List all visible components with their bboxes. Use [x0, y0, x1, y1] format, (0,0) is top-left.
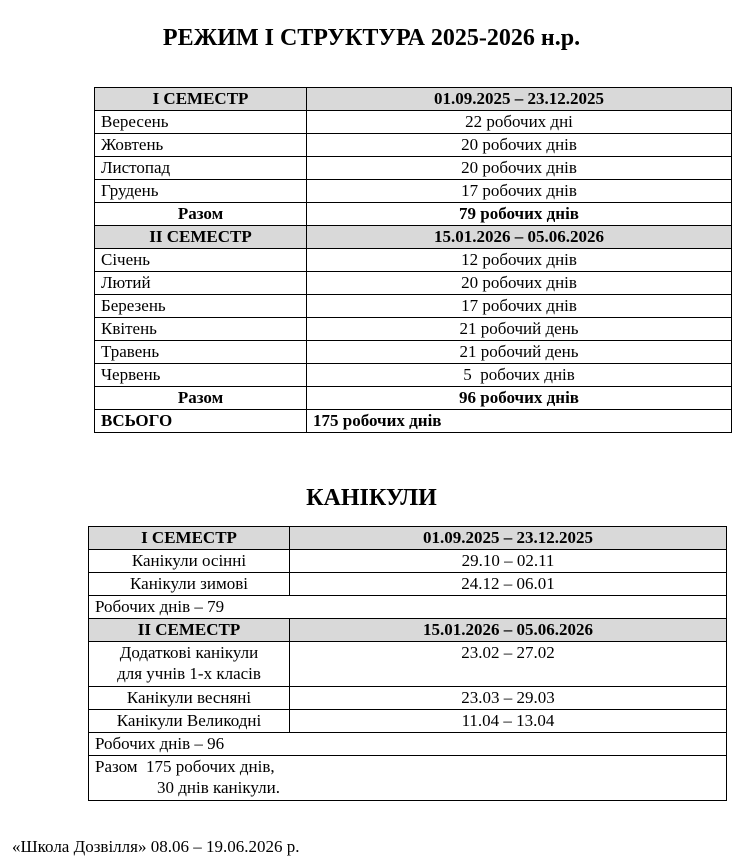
vacation-dates: 11.04 – 13.04 — [290, 710, 727, 733]
table-row — [89, 687, 727, 710]
vacation-dates: 23.02 – 27.02 — [290, 642, 727, 687]
semester-1-workdays: Робочих днів – 79 — [89, 596, 727, 619]
table-row — [89, 573, 727, 596]
table-row — [89, 642, 727, 687]
month-workdays: 5 робочих днів — [307, 364, 732, 387]
table-row — [95, 341, 732, 364]
grand-total-row — [95, 410, 732, 433]
semester-2-header-row — [95, 226, 732, 249]
table-row — [95, 111, 732, 134]
vacation-name-line: для учнів 1-х класів — [117, 664, 261, 683]
month-name: Березень — [95, 295, 307, 318]
total-value: 96 робочих днів — [307, 387, 732, 410]
semester-1-header-row — [89, 527, 727, 550]
semester-1-total-row — [95, 203, 732, 226]
vacation-name — [89, 642, 290, 687]
semester-2-header-row — [89, 619, 727, 642]
month-workdays: 17 робочих днів — [307, 295, 732, 318]
table-row — [95, 180, 732, 203]
total-label: Разом — [95, 387, 307, 410]
month-workdays: 20 робочих днів — [307, 272, 732, 295]
semester-2-dates: 15.01.2026 – 05.06.2026 — [290, 619, 727, 642]
vacation-dates: 24.12 – 06.01 — [290, 573, 727, 596]
semester-1-label: І СЕМЕСТР — [95, 88, 307, 111]
semester-2-label: ІІ СЕМЕСТР — [89, 619, 290, 642]
school-leisure-note: «Школа Дозвілля» 08.06 – 19.06.2026 р. — [12, 837, 300, 856]
grand-total-value: 175 робочих днів — [307, 410, 732, 433]
summary-row — [89, 756, 727, 801]
vacation-name: Канікули зимові — [89, 573, 290, 596]
vacation-name: Канікули весняні — [89, 687, 290, 710]
month-name: Червень — [95, 364, 307, 387]
table-row — [95, 157, 732, 180]
month-name: Вересень — [95, 111, 307, 134]
month-workdays: 20 робочих днів — [307, 157, 732, 180]
table-row — [95, 364, 732, 387]
total-label: Разом — [95, 203, 307, 226]
vacation-dates: 29.10 – 02.11 — [290, 550, 727, 573]
table-row — [95, 249, 732, 272]
total-value: 79 робочих днів — [307, 203, 732, 226]
summary-line: 30 днів канікули. — [157, 778, 280, 797]
month-name: Листопад — [95, 157, 307, 180]
table-row — [95, 272, 732, 295]
month-workdays: 20 робочих днів — [307, 134, 732, 157]
month-name: Грудень — [95, 180, 307, 203]
month-name: Лютий — [95, 272, 307, 295]
table-row — [89, 710, 727, 733]
semester-1-label: І СЕМЕСТР — [89, 527, 290, 550]
summary — [89, 756, 727, 801]
month-name: Січень — [95, 249, 307, 272]
month-name: Травень — [95, 341, 307, 364]
month-workdays: 21 робочий день — [307, 318, 732, 341]
table-row — [95, 295, 732, 318]
semester-2-dates: 15.01.2026 – 05.06.2026 — [307, 226, 732, 249]
month-workdays: 17 робочих днів — [307, 180, 732, 203]
schedule-table — [94, 87, 732, 433]
grand-total-label: ВСЬОГО — [95, 410, 307, 433]
semester-2-label: ІІ СЕМЕСТР — [95, 226, 307, 249]
month-workdays: 12 робочих днів — [307, 249, 732, 272]
semester-1-header-row — [95, 88, 732, 111]
semester-1-dates: 01.09.2025 – 23.12.2025 — [290, 527, 727, 550]
semester-2-total-row — [95, 387, 732, 410]
month-name: Жовтень — [95, 134, 307, 157]
month-workdays: 22 робочих дні — [307, 111, 732, 134]
page-title: РЕЖИМ І СТРУКТУРА 2025-2026 н.р. — [162, 25, 581, 51]
summary-line: Разом 175 робочих днів, — [95, 757, 275, 776]
vacation-name: Канікули осінні — [89, 550, 290, 573]
vacations-table — [88, 526, 727, 801]
table-row — [95, 134, 732, 157]
vacation-dates: 23.03 – 29.03 — [290, 687, 727, 710]
month-name: Квітень — [95, 318, 307, 341]
month-workdays: 21 робочий день — [307, 341, 732, 364]
vacation-name-line: Додаткові канікули — [119, 643, 259, 662]
vacations-title: КАНІКУЛИ — [306, 485, 437, 511]
table-row — [95, 318, 732, 341]
vacation-name: Канікули Великодні — [89, 710, 290, 733]
semester-1-dates: 01.09.2025 – 23.12.2025 — [307, 88, 732, 111]
semester-1-workdays-row — [89, 596, 727, 619]
table-row — [89, 550, 727, 573]
semester-2-workdays: Робочих днів – 96 — [89, 733, 727, 756]
semester-2-workdays-row — [89, 733, 727, 756]
